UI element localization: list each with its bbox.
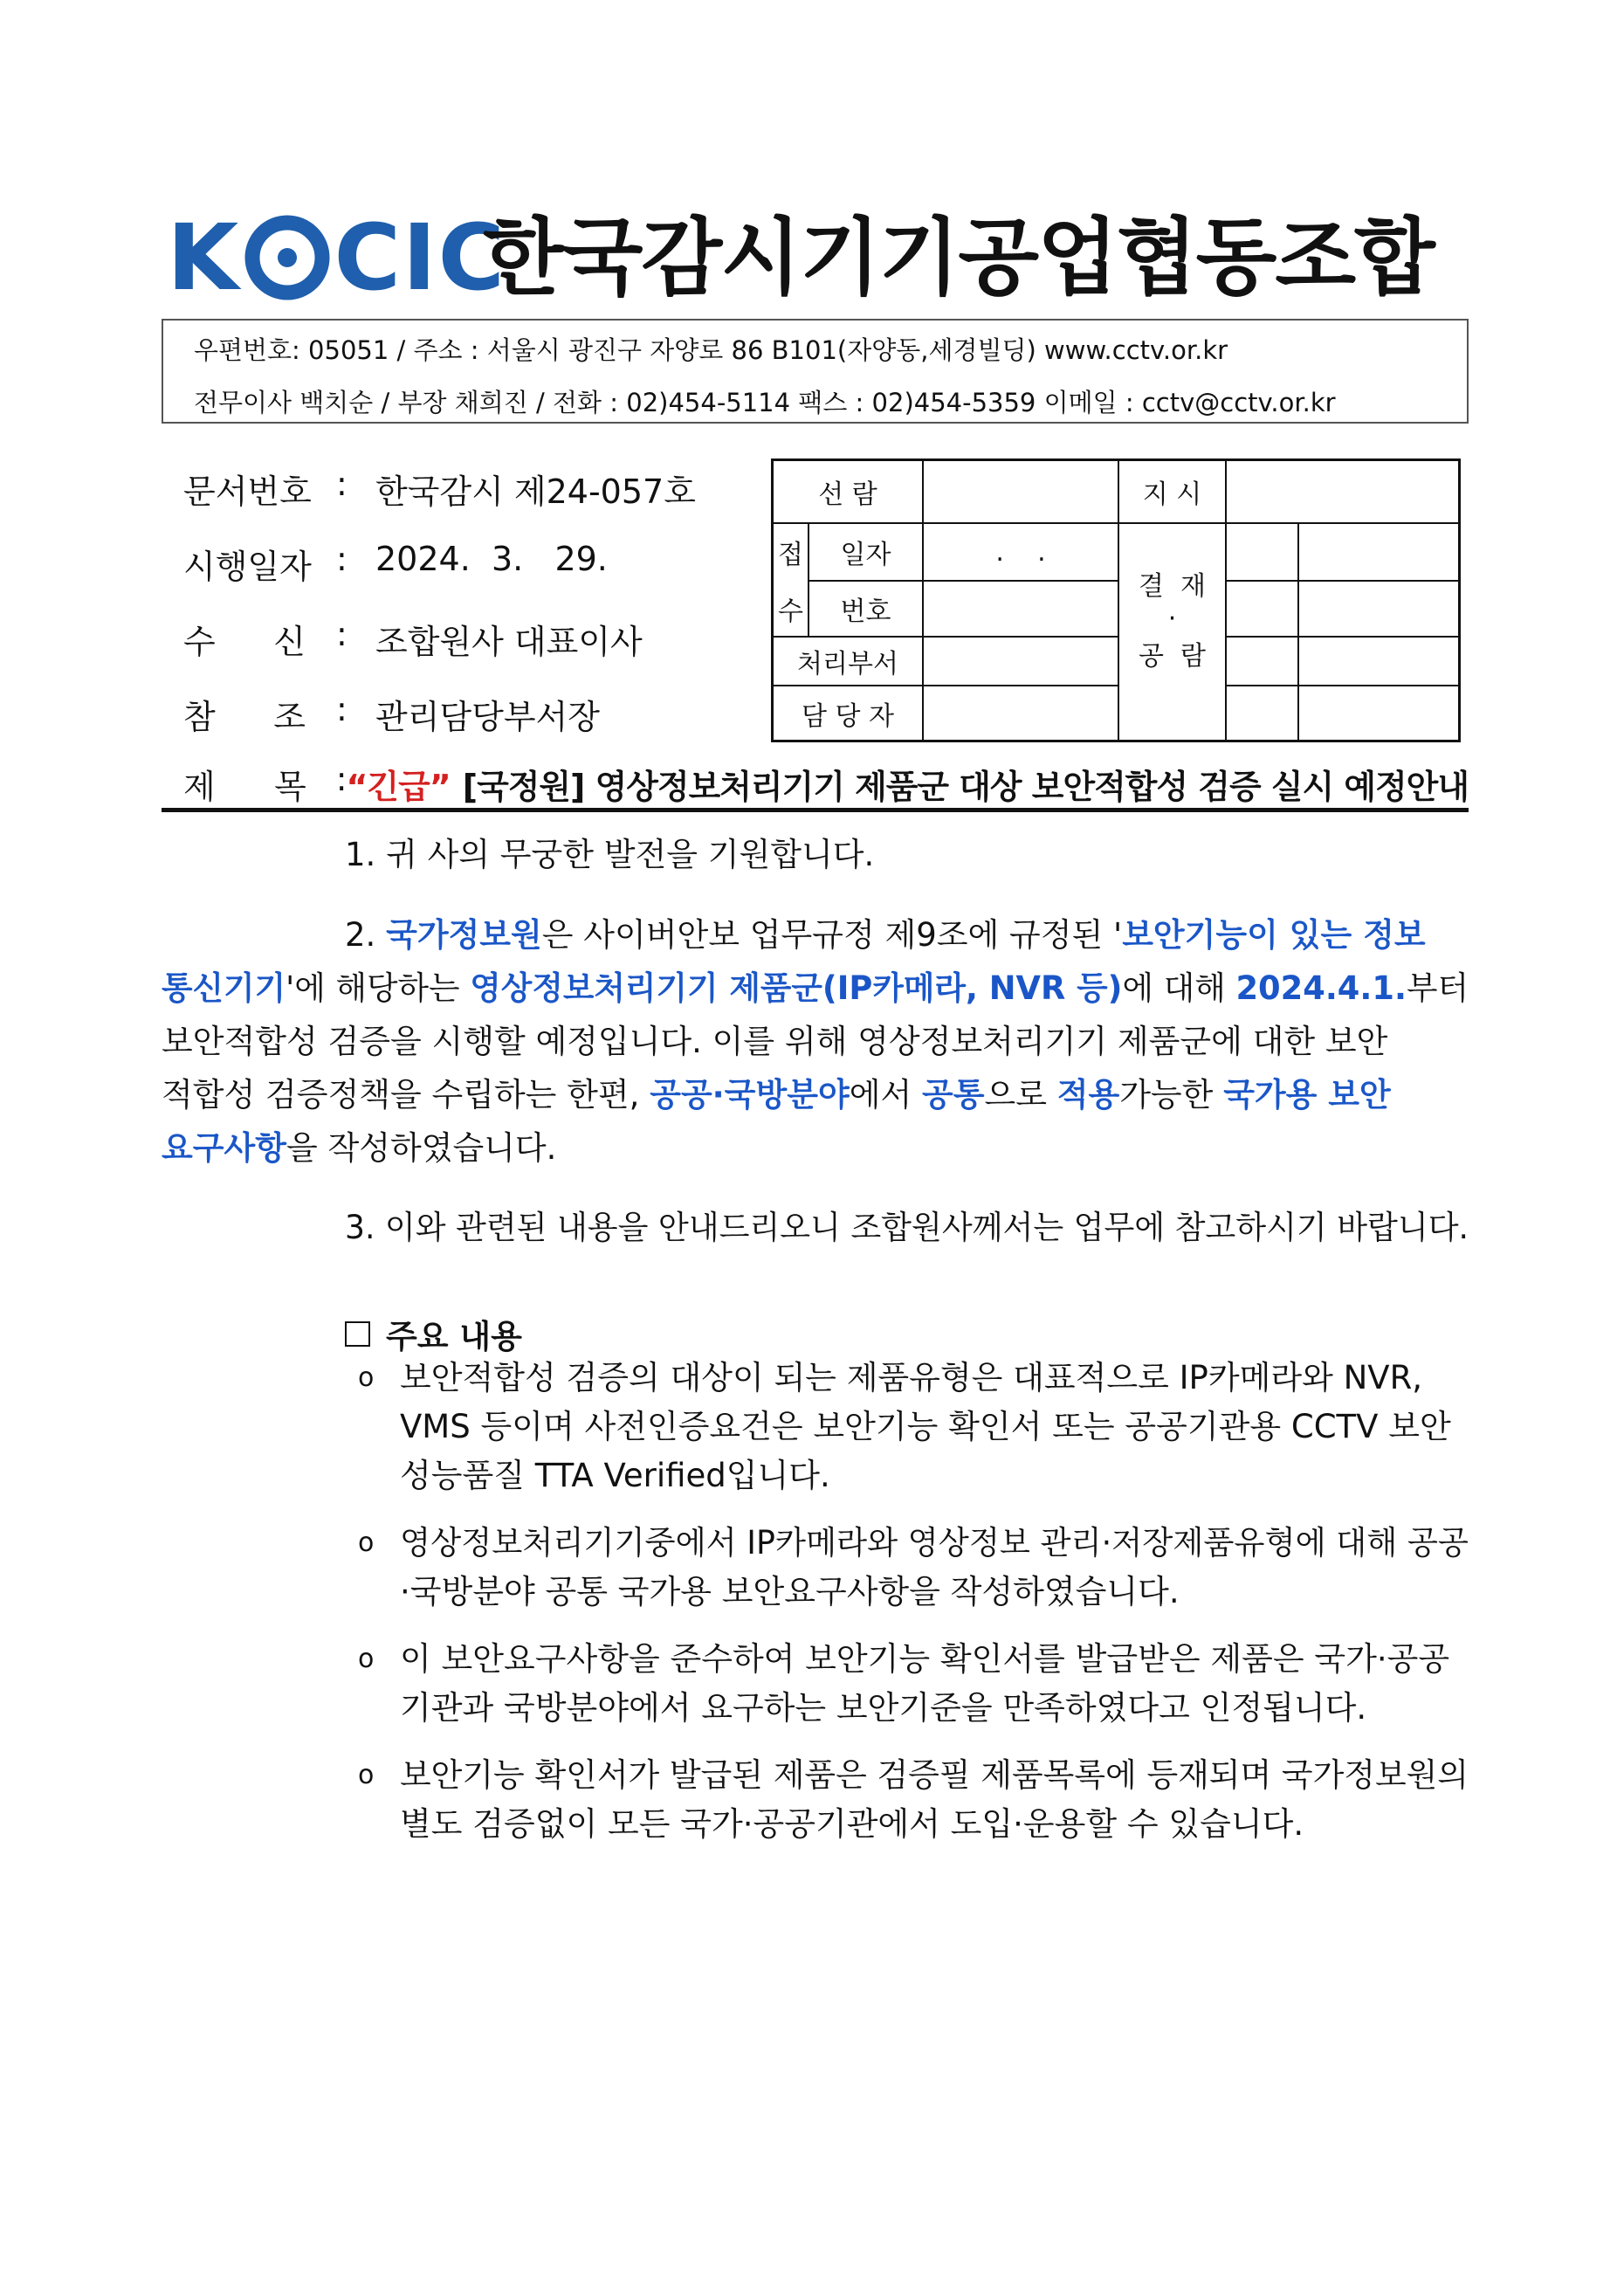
p2-text: 은 사이버안보 업무규정 제9조에 규정된 ' [541,916,1123,954]
item-1-line-2: VMS 등이며 사전인증요건은 보안기능 확인서 또는 공공기관용 CCTV 보안 [400,1408,1451,1445]
header-divider [162,808,1469,812]
p2-text: 에 대해 [1122,969,1236,1007]
kocic-logo [167,204,506,311]
paragraph-2-line-1 [345,908,1426,962]
reference-value: 관리담당부서장 [375,698,600,736]
recipient-row [183,615,643,663]
subject-row [183,760,1469,808]
recipient-label-a: 수 [183,623,216,661]
receipt-number-label: 번호 [840,596,891,627]
colon: : [336,540,347,578]
main-content-title-text: 주요 내용 [386,1318,522,1355]
p2-highlight-telecom: 통신기기 [162,969,286,1007]
doc-number-value: 한국감시 제24-057호 [375,472,696,511]
p2-text: 부터 [1406,969,1469,1007]
p2-text: 을 작성하였습니다. [286,1129,557,1167]
main-content-title [345,1310,522,1357]
receipt-date-value: . . [995,536,1046,568]
subject-value: [국정원] 영상정보처리기기 제품군 대상 보안적합성 검증 실시 예정안내 [462,768,1469,806]
p2-text: 적합성 검증정책을 수립하는 한편, [162,1076,650,1114]
logo-letter-k: K [167,204,241,311]
direction-label: 지 시 [1142,479,1202,510]
recipient-label [183,615,306,663]
paragraph-1: 1. 귀 사의 무궁한 발전을 기원합니다. [345,836,875,873]
person-in-charge-label: 담 당 자 [801,700,894,732]
paragraph-2-line-4 [162,1068,1391,1121]
paragraph-3: 3. 이와 관련된 내용을 안내드리오니 조합원사께서는 업무에 참고하시기 바랍니다. [345,1209,1469,1246]
p2-text: 으로 [984,1076,1057,1114]
checkbox-square-icon [345,1321,370,1347]
p2-highlight-requirements: 요구사항 [162,1129,286,1167]
logo-eye-icon [242,212,333,303]
reference-label [183,690,306,738]
contact-address-line: 우편번호: 05051 / 주소 : 서울시 광진구 자양로 86 B101(자양동,세경빌딩) www.cctv.or.kr [194,335,1228,365]
p2-highlight-date: 2024.4.1. [1235,969,1407,1007]
p2-highlight-apply: 적용 [1056,1076,1120,1114]
approval-label: 결 재 [1138,571,1207,602]
reference-label-a: 참 [183,698,216,736]
paragraph-2-line-3: 보안적합성 검증을 시행할 예정입니다. 이를 위해 영상정보처리기기 제품군에 대한 보안 [162,1023,1388,1060]
contact-phone-line: 전무이사 백치순 / 부장 채희진 / 전화 : 02)454-5114 팩스 : 02)454-5359 이메일 : cctv@cctv.or.kr [194,388,1336,417]
item-1-line-1: 보안적합성 검증의 대상이 되는 제품유형은 대표적으로 IP카메라와 NVR, [400,1359,1423,1396]
preview-label: 선 람 [818,479,877,510]
bullet-4: o [358,1760,375,1790]
circulation-label: 공 람 [1138,641,1207,672]
organization-name: 한국감시기기공업협동조합 [483,209,1434,307]
subject-label-a: 제 [183,768,215,806]
item-1-line-3: 성능품질 TTA Verified입니다. [400,1457,830,1494]
p2-text: '에 해당하는 [286,969,471,1007]
p2-highlight-product-group: 영상정보처리기기 제품군(IP카메라, NVR 등) [470,969,1123,1007]
contact-box [162,319,1469,424]
p2-highlight-national-security: 국가용 보안 [1223,1076,1391,1114]
p2-highlight-nis: 국가정보원 [386,916,542,954]
issue-date-label: 시행일자 [183,548,312,586]
handling-dept-label: 처리부서 [797,649,898,679]
item-2-line-2: ·국방분야 공통 국가용 보안요구사항을 작성하였습니다. [400,1573,1180,1610]
bullet-1: o [358,1362,375,1393]
p2-highlight-security-device: 보안기능이 있는 정보 [1122,916,1426,954]
issue-date-value: 2024. 3. 29. [375,540,608,578]
recipient-value: 조합원사 대표이사 [375,623,643,661]
bullet-3: o [358,1644,375,1674]
bullet-2: o [358,1527,375,1558]
paragraph-2-line-2 [162,962,1469,1015]
doc-number-label: 문서번호 [183,472,312,511]
reference-label-b: 조 [273,698,306,736]
p2-text: 에서 [849,1076,922,1114]
item-4-line-2: 별도 검증없이 모든 국가·공공기관에서 도입·운용할 수 있습니다. [400,1805,1304,1843]
colon: : [336,465,347,503]
receipt-date-label: 일자 [840,540,891,570]
item-2-line-1: 영상정보처리기기중에서 IP카메라와 영상정보 관리·저장제품유형에 대해 공공 [400,1524,1469,1562]
receipt-label-b: 수 [778,596,803,627]
urgent-tag: “긴급” [346,768,451,806]
colon: : [335,760,347,798]
colon: : [336,690,347,728]
reference-row [183,690,600,738]
p2-highlight-public-defense: 공공·국방분야 [650,1076,850,1114]
subject-label-b: 목 [274,768,306,806]
receipt-label-a: 접 [778,540,803,570]
doc-number-row [183,465,696,513]
approval-dot: · [1167,603,1177,634]
p2-highlight-common: 공통 [921,1076,985,1114]
subject-label [183,760,306,808]
approval-table [771,459,1461,742]
item-3-line-1: 이 보안요구사항을 준수하여 보안기능 확인서를 발급받은 제품은 국가·공공 [400,1640,1450,1678]
paragraph-2-line-5 [162,1121,556,1175]
item-3-line-2: 기관과 국방분야에서 요구하는 보안기준을 만족하였다고 인정됩니다. [400,1689,1367,1727]
p2-text: 가능한 [1119,1076,1224,1114]
recipient-label-b: 신 [273,623,306,661]
item-4-line-1: 보안기능 확인서가 발급된 제품은 검증필 제품목록에 등재되며 국가정보원의 [400,1756,1469,1794]
logo-letters-cic: CIC [334,204,506,311]
issue-date-row [183,540,608,588]
p2-number: 2. [345,916,387,954]
colon: : [336,615,347,653]
